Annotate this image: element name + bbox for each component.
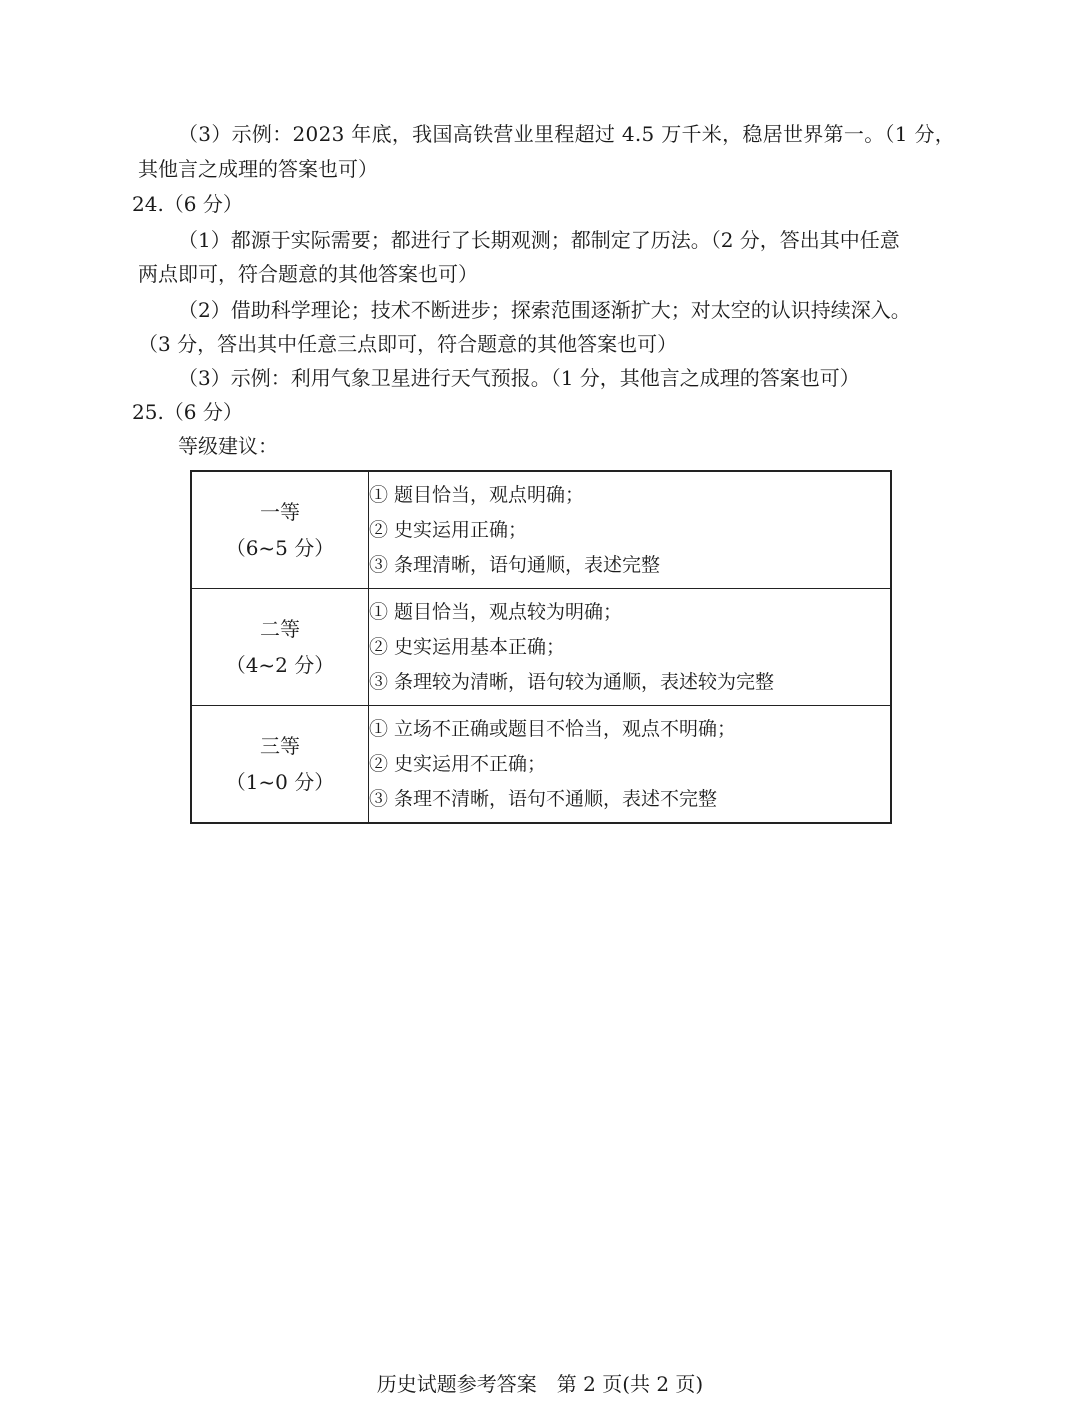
answer-24-3: （3）示例：利用气象卫星进行天气预报。（1 分，其他言之成理的答案也可）	[178, 366, 860, 390]
grade-level-cell	[191, 589, 369, 706]
answer-24-2-line2: （3 分，答出其中任意三点即可，符合题意的其他答案也可）	[138, 332, 678, 356]
grade-row-3	[191, 706, 891, 824]
question-25-heading: 25.（6 分）	[132, 400, 243, 424]
criterion-1: ① 题目恰当，观点明确；	[369, 483, 585, 506]
grade-level-cell	[191, 706, 369, 824]
answer-24-1-line2: 两点即可，符合题意的其他答案也可）	[138, 262, 478, 286]
grade-criteria-cell	[369, 589, 892, 706]
criterion-2: ② 史实运用不正确；	[369, 752, 547, 775]
criterion-1: ① 立场不正确或题目不恰当，观点不明确；	[369, 717, 737, 740]
criterion-1: ① 题目恰当，观点较为明确；	[369, 600, 623, 623]
grade-row-2	[191, 589, 891, 706]
grade-criteria-cell	[369, 471, 892, 589]
answer-23-3-line1: （3）示例：2023 年底，我国高铁营业里程超过 4.5 万千米，稳居世界第一。（1 分，	[178, 122, 956, 146]
criterion-2: ② 史实运用正确；	[369, 518, 528, 541]
grade-range: （1~0 分）	[225, 770, 335, 794]
grade-name: 二等	[260, 617, 300, 641]
grade-row-1	[191, 471, 891, 589]
grade-table	[190, 470, 892, 824]
grade-name: 一等	[260, 500, 300, 524]
grade-range: （4~2 分）	[225, 653, 335, 677]
criterion-3: ③ 条理较为清晰，语句较为通顺，表述较为完整	[369, 670, 775, 693]
criterion-3: ③ 条理清晰，语句通顺，表述完整	[369, 553, 661, 576]
grade-name: 三等	[260, 734, 300, 758]
answer-23-3-line2: 其他言之成理的答案也可）	[138, 157, 378, 181]
answer-24-1-line1: （1）都源于实际需要；都进行了长期观测；都制定了历法。（2 分，答出其中任意	[178, 228, 900, 252]
answer-24-2-line1: （2）借助科学理论；技术不断进步；探索范围逐渐扩大；对太空的认识持续深入。	[178, 298, 911, 322]
grade-level-cell	[191, 471, 369, 589]
criterion-3: ③ 条理不清晰，语句不通顺，表述不完整	[369, 787, 718, 810]
page-footer: 历史试题参考答案 第 2 页(共 2 页)	[376, 1372, 704, 1396]
grade-criteria-cell	[369, 706, 892, 824]
question-24-heading: 24.（6 分）	[132, 192, 243, 216]
grade-range: （6~5 分）	[225, 536, 335, 560]
grade-suggestion-label: 等级建议：	[178, 434, 278, 458]
criterion-2: ② 史实运用基本正确；	[369, 635, 566, 658]
